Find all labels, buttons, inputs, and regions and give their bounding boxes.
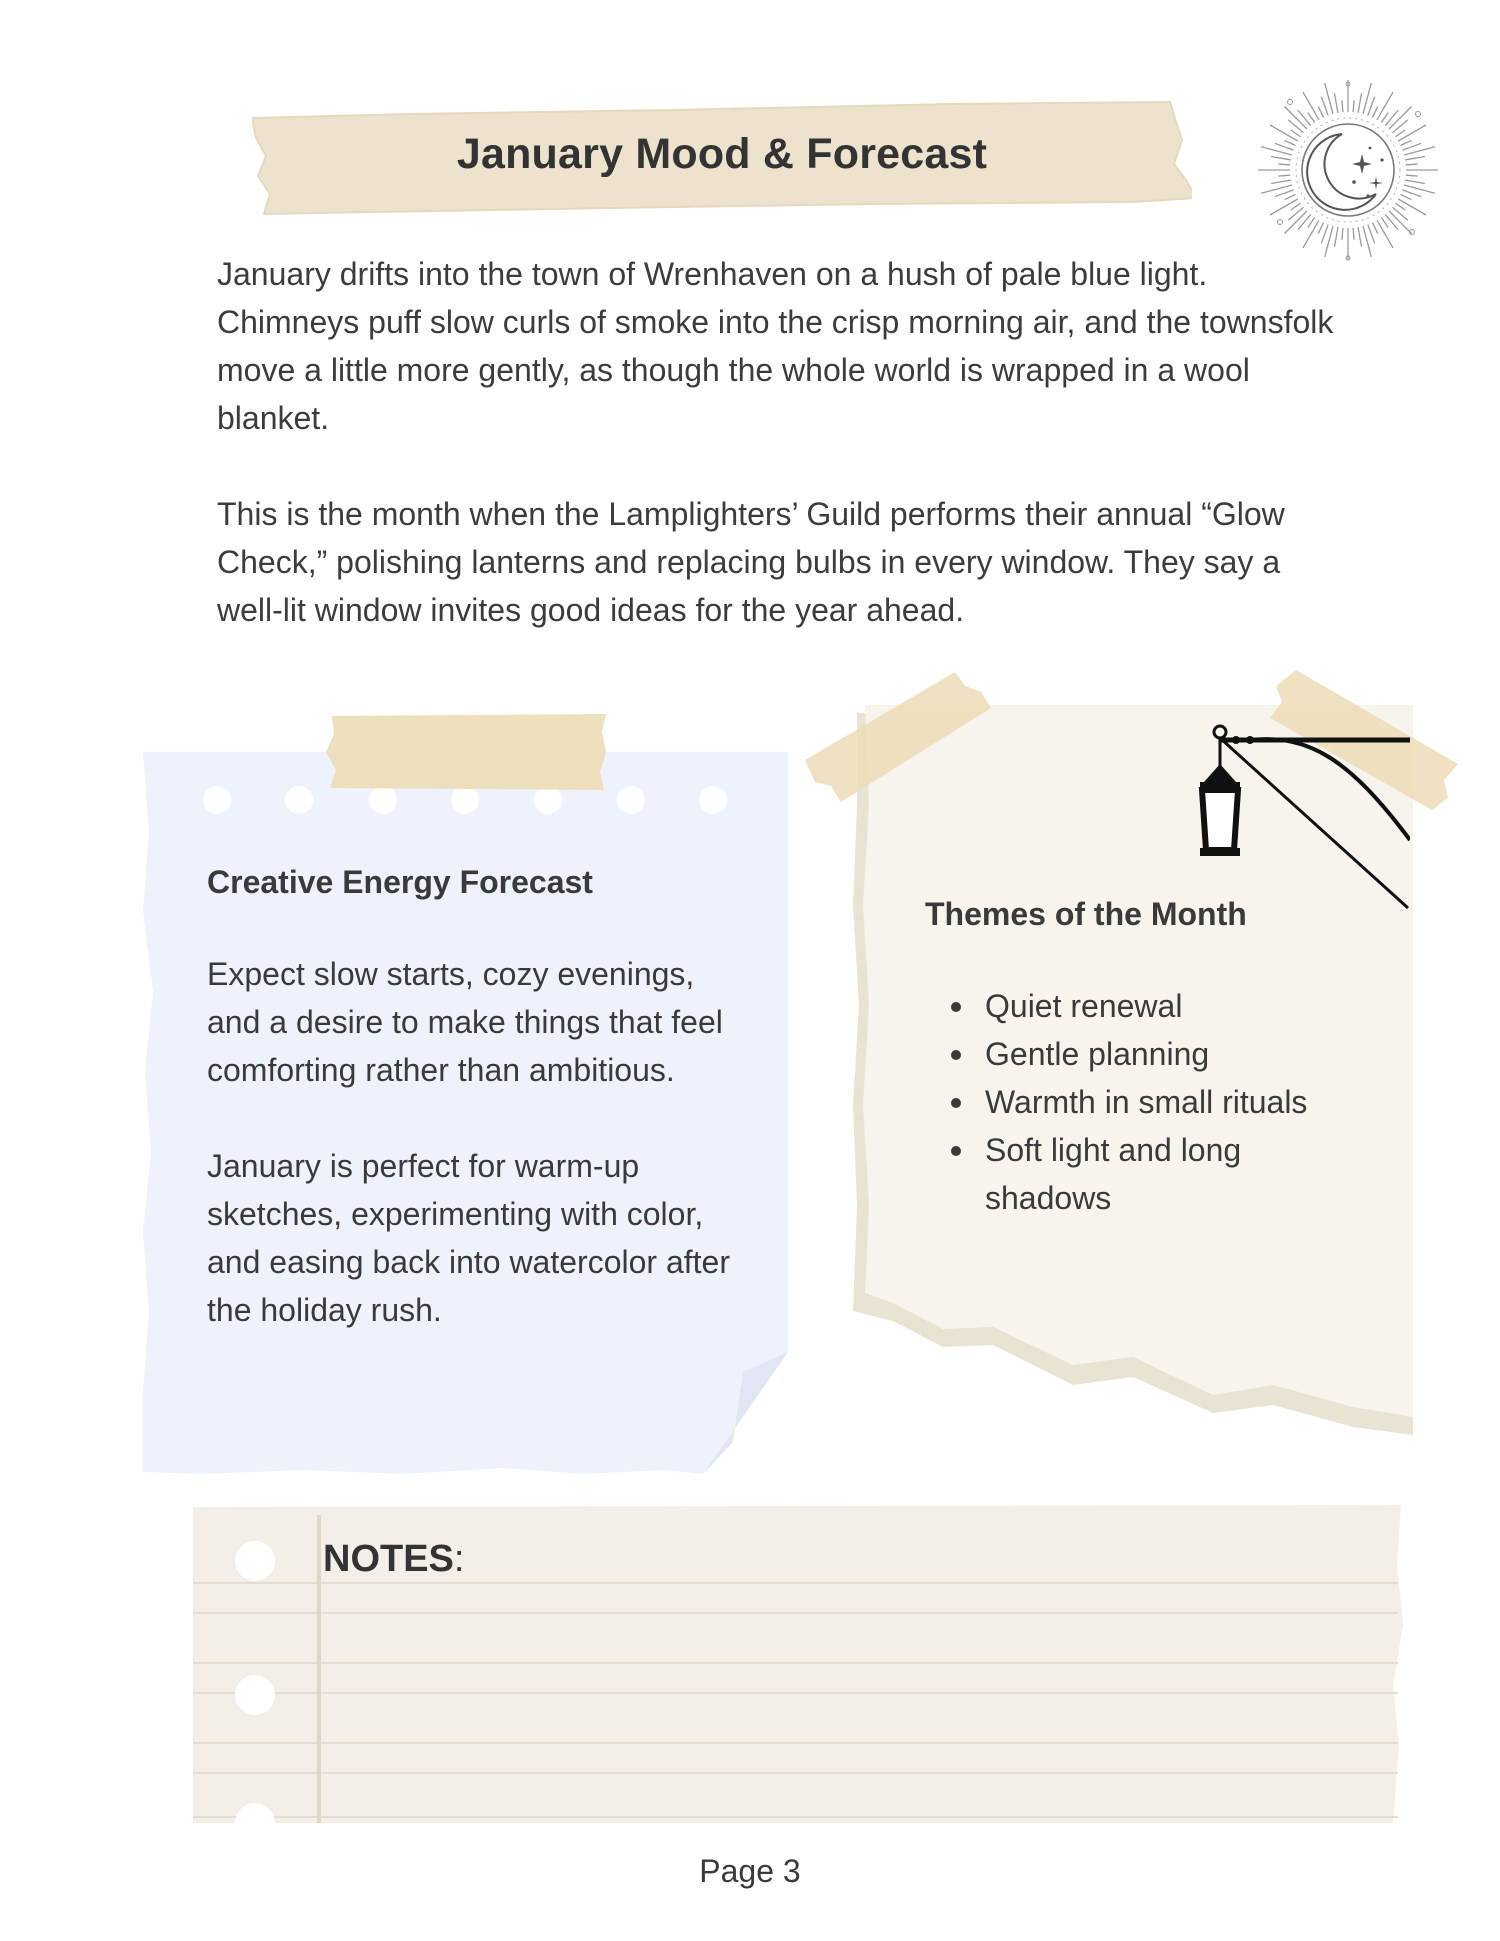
sunburst-ray	[1308, 113, 1315, 123]
sunburst-ray	[1334, 93, 1337, 113]
sunburst-ray	[1271, 156, 1291, 159]
sunburst-ray	[1321, 225, 1328, 244]
sunburst-ray	[1278, 175, 1290, 176]
crescent-moon-sunburst-icon	[1250, 72, 1446, 268]
sunburst-ray	[1270, 199, 1298, 215]
notes-label-text: NOTES	[323, 1538, 454, 1580]
theme-text: Quiet renewal	[985, 988, 1183, 1024]
sunburst-ray	[1318, 223, 1323, 234]
notes-label	[323, 1535, 464, 1583]
sunburst-ray	[1403, 190, 1422, 197]
sunburst-ray	[1392, 120, 1407, 133]
sunburst-ray	[1275, 190, 1294, 197]
sunburst-ray	[1342, 228, 1343, 240]
sunburst-ray	[1368, 225, 1375, 244]
list-item	[985, 1030, 1375, 1078]
sunburst-ray	[1291, 203, 1301, 210]
creative-energy-heading: Creative Energy Forecast	[207, 864, 593, 900]
theme-text: Gentle planning	[985, 1036, 1210, 1072]
sunburst-ray	[1298, 214, 1311, 229]
sunburst-ray	[1373, 223, 1378, 234]
theme-text: Warmth in small rituals	[985, 1084, 1308, 1120]
sunburst-ray	[1373, 107, 1378, 118]
sunburst-ray	[1303, 92, 1319, 120]
sunburst-ray	[1381, 218, 1388, 228]
sunburst-ray	[1288, 120, 1303, 133]
sunburst-ray	[1318, 107, 1323, 118]
sunburst-ray	[1377, 92, 1393, 120]
sunburst-ray	[1401, 140, 1412, 145]
themes-heading: Themes of the Month	[925, 896, 1247, 932]
sunburst-ray	[1285, 195, 1296, 200]
intro-paragraph: January drifts into the town of Wrenhaven on a hush of pale blue light. Chimneys puff slow curls of smoke into the crisp morning air, and the townsfolk move a little more gently, as though the whole world is wrapped in a wool blanket.	[217, 256, 1334, 436]
washi-tape-strip	[326, 712, 606, 790]
title-banner	[252, 100, 1192, 216]
page-number: Page 3	[699, 1853, 801, 1889]
sunburst-ray	[1381, 113, 1388, 123]
sunburst-ray	[1385, 214, 1398, 229]
sunburst-ray	[1291, 130, 1301, 137]
sunburst-ray	[1278, 164, 1290, 165]
sunburst-ray	[1396, 130, 1406, 137]
sunburst-ray	[1303, 220, 1319, 248]
sunburst-ray	[1406, 175, 1418, 176]
sunburst-ray	[1270, 125, 1298, 141]
sunburst-ray	[1275, 143, 1294, 150]
list-item	[985, 1078, 1375, 1126]
bullet-icon	[951, 1002, 961, 1012]
themes-content	[925, 894, 1375, 1222]
creative-energy-paragraph: January is perfect for warm-up sketches, experimenting with color, and easing back into watercolor after the holiday rush.	[207, 1148, 730, 1328]
sunburst-ray	[1406, 164, 1418, 165]
page-title: January Mood & Forecast	[456, 130, 988, 178]
creative-energy-content	[207, 862, 747, 1382]
list-item	[985, 1126, 1375, 1222]
sunburst-ray	[1401, 195, 1412, 200]
sunburst-ray	[1385, 110, 1398, 125]
sunburst-ray	[1358, 93, 1361, 113]
sunburst-ray	[1288, 207, 1303, 220]
bullet-icon	[951, 1050, 961, 1060]
washi-tape-strip	[805, 672, 995, 822]
sunburst-ray	[1308, 218, 1315, 228]
sunburst-ray	[1334, 227, 1337, 247]
sunburst-ray	[1358, 227, 1361, 247]
list-item	[985, 982, 1375, 1030]
sunburst-ray	[1271, 180, 1291, 183]
sunburst-ray	[1342, 100, 1343, 112]
sunburst-ray	[1405, 180, 1425, 183]
creative-energy-paragraph: Expect slow starts, cozy evenings, and a desire to make things that feel comforting rather than ambitious.	[207, 956, 723, 1088]
sunburst-ray	[1353, 228, 1354, 240]
sunburst-ray	[1398, 125, 1426, 141]
bullet-icon	[951, 1098, 961, 1108]
intro-paragraph: This is the month when the Lamplighters’ Guild performs their annual “Glow Check,” polishing lanterns and replacing bulbs in every window. They say a well-lit window invites good ideas for the year ahead.	[217, 496, 1285, 628]
sunburst-ray	[1398, 199, 1426, 215]
sunburst-ray	[1403, 143, 1422, 150]
theme-text: Soft light and long shadows	[985, 1132, 1242, 1216]
bullet-icon	[951, 1146, 961, 1156]
sunburst-ray	[1392, 207, 1407, 220]
sunburst-ray	[1377, 220, 1393, 248]
intro-text	[217, 250, 1347, 682]
sunburst-ray	[1368, 97, 1375, 116]
sunburst-ray	[1321, 97, 1328, 116]
sunburst-ray	[1353, 100, 1354, 112]
hanging-lantern-icon	[1180, 720, 1410, 915]
sunburst-ray	[1298, 110, 1311, 125]
sunburst-ray	[1396, 203, 1406, 210]
sunburst-ray	[1285, 140, 1296, 145]
themes-list	[925, 982, 1375, 1222]
notes-colon: :	[453, 1538, 465, 1580]
sunburst-ray	[1405, 156, 1425, 159]
